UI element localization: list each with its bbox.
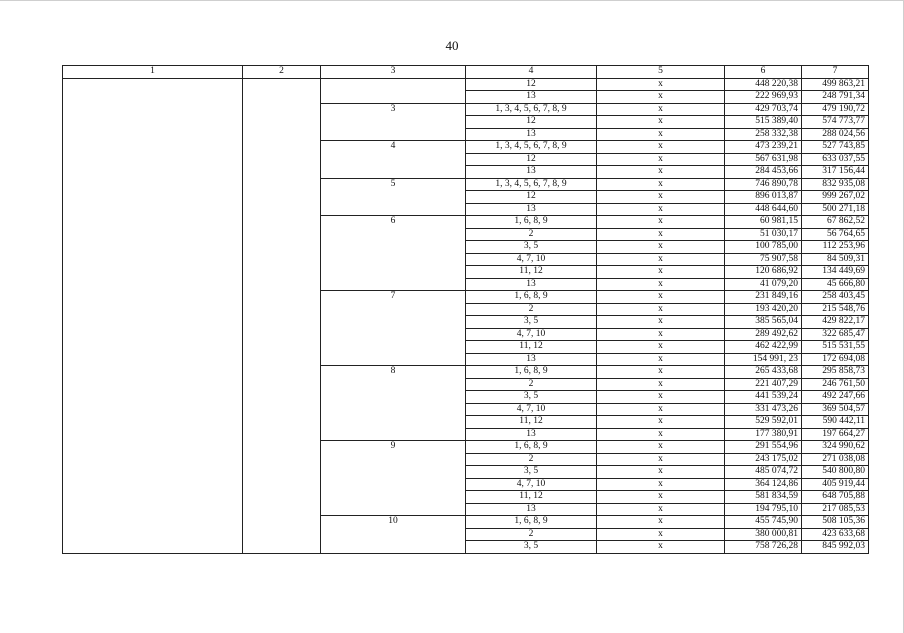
- value-7-cell: 295 858,73: [802, 366, 869, 379]
- code-cell: 4, 7, 10: [466, 478, 597, 491]
- value-7-cell: 322 685,47: [802, 328, 869, 341]
- marker-cell: x: [597, 441, 725, 454]
- value-6-cell: 380 000,81: [725, 528, 802, 541]
- marker-cell: x: [597, 78, 725, 91]
- code-cell: 13: [466, 503, 597, 516]
- header-col-3: 3: [321, 66, 466, 79]
- group-number-cell: 3: [321, 103, 466, 141]
- value-7-cell: 217 085,53: [802, 503, 869, 516]
- marker-cell: x: [597, 403, 725, 416]
- marker-cell: x: [597, 478, 725, 491]
- code-cell: 2: [466, 303, 597, 316]
- value-6-cell: 448 644,60: [725, 203, 802, 216]
- code-cell: 4, 7, 10: [466, 328, 597, 341]
- marker-cell: x: [597, 516, 725, 529]
- value-7-cell: 369 504,57: [802, 403, 869, 416]
- value-7-cell: 317 156,44: [802, 166, 869, 179]
- value-7-cell: 56 764,65: [802, 228, 869, 241]
- value-7-cell: 999 267,02: [802, 191, 869, 204]
- value-6-cell: 194 795,10: [725, 503, 802, 516]
- code-cell: 12: [466, 153, 597, 166]
- code-cell: 13: [466, 128, 597, 141]
- value-7-cell: 215 548,76: [802, 303, 869, 316]
- value-6-cell: 51 030,17: [725, 228, 802, 241]
- value-7-cell: 112 253,96: [802, 241, 869, 254]
- marker-cell: x: [597, 428, 725, 441]
- value-6-cell: 529 592,01: [725, 416, 802, 429]
- value-7-cell: 574 773,77: [802, 116, 869, 129]
- code-cell: 12: [466, 78, 597, 91]
- code-cell: 13: [466, 353, 597, 366]
- code-cell: 4, 7, 10: [466, 253, 597, 266]
- value-7-cell: 258 403,45: [802, 291, 869, 304]
- value-6-cell: 41 079,20: [725, 278, 802, 291]
- value-6-cell: 473 239,21: [725, 141, 802, 154]
- value-6-cell: 581 834,59: [725, 491, 802, 504]
- code-cell: 1, 6, 8, 9: [466, 366, 597, 379]
- marker-cell: x: [597, 166, 725, 179]
- value-7-cell: 271 038,08: [802, 453, 869, 466]
- value-6-cell: 231 849,16: [725, 291, 802, 304]
- header-col-6: 6: [725, 66, 802, 79]
- value-6-cell: 258 332,38: [725, 128, 802, 141]
- header-col-1: 1: [63, 66, 243, 79]
- code-cell: 1, 6, 8, 9: [466, 291, 597, 304]
- marker-cell: x: [597, 191, 725, 204]
- code-cell: 1, 3, 4, 5, 6, 7, 8, 9: [466, 178, 597, 191]
- value-7-cell: 172 694,08: [802, 353, 869, 366]
- code-cell: 1, 6, 8, 9: [466, 216, 597, 229]
- code-cell: 13: [466, 278, 597, 291]
- code-cell: 2: [466, 453, 597, 466]
- code-cell: 2: [466, 378, 597, 391]
- value-6-cell: 193 420,20: [725, 303, 802, 316]
- value-7-cell: 45 666,80: [802, 278, 869, 291]
- value-7-cell: 423 633,68: [802, 528, 869, 541]
- marker-cell: x: [597, 141, 725, 154]
- data-table: [62, 65, 869, 554]
- value-7-cell: 633 037,55: [802, 153, 869, 166]
- code-cell: 1, 6, 8, 9: [466, 516, 597, 529]
- value-7-cell: 499 863,21: [802, 78, 869, 91]
- value-6-cell: 331 473,26: [725, 403, 802, 416]
- marker-cell: x: [597, 178, 725, 191]
- code-cell: 13: [466, 203, 597, 216]
- group-number-cell: 9: [321, 441, 466, 516]
- value-7-cell: 479 190,72: [802, 103, 869, 116]
- value-6-cell: 485 074,72: [725, 466, 802, 479]
- value-6-cell: 385 565,04: [725, 316, 802, 329]
- header-col-7: 7: [802, 66, 869, 79]
- value-7-cell: 508 105,36: [802, 516, 869, 529]
- code-cell: 1, 3, 4, 5, 6, 7, 8, 9: [466, 103, 597, 116]
- header-col-5: 5: [597, 66, 725, 79]
- column-2-cell: [243, 78, 321, 553]
- value-6-cell: 567 631,98: [725, 153, 802, 166]
- code-cell: 13: [466, 166, 597, 179]
- value-6-cell: 896 013,87: [725, 191, 802, 204]
- group-number-cell: 6: [321, 216, 466, 291]
- marker-cell: x: [597, 241, 725, 254]
- value-6-cell: 746 890,78: [725, 178, 802, 191]
- marker-cell: x: [597, 153, 725, 166]
- value-7-cell: 845 992,03: [802, 541, 869, 554]
- table-row: [63, 78, 869, 91]
- value-7-cell: 67 862,52: [802, 216, 869, 229]
- marker-cell: x: [597, 116, 725, 129]
- value-6-cell: 265 433,68: [725, 366, 802, 379]
- marker-cell: x: [597, 128, 725, 141]
- value-6-cell: 462 422,99: [725, 341, 802, 354]
- table-body: [63, 78, 869, 553]
- value-6-cell: 100 785,00: [725, 241, 802, 254]
- header-col-2: 2: [243, 66, 321, 79]
- marker-cell: x: [597, 266, 725, 279]
- marker-cell: x: [597, 491, 725, 504]
- group-number-cell: 7: [321, 291, 466, 366]
- value-6-cell: 448 220,38: [725, 78, 802, 91]
- value-6-cell: 177 380,91: [725, 428, 802, 441]
- header-row: [63, 66, 869, 79]
- value-7-cell: 832 935,08: [802, 178, 869, 191]
- marker-cell: x: [597, 416, 725, 429]
- value-7-cell: 324 990,62: [802, 441, 869, 454]
- code-cell: 11, 12: [466, 341, 597, 354]
- value-7-cell: 500 271,18: [802, 203, 869, 216]
- code-cell: 12: [466, 191, 597, 204]
- value-6-cell: 455 745,90: [725, 516, 802, 529]
- value-7-cell: 515 531,55: [802, 341, 869, 354]
- value-7-cell: 84 509,31: [802, 253, 869, 266]
- value-6-cell: 515 389,40: [725, 116, 802, 129]
- code-cell: 3, 5: [466, 391, 597, 404]
- value-6-cell: 364 124,86: [725, 478, 802, 491]
- marker-cell: x: [597, 466, 725, 479]
- marker-cell: x: [597, 341, 725, 354]
- code-cell: 11, 12: [466, 416, 597, 429]
- code-cell: 2: [466, 228, 597, 241]
- group-number-cell: 8: [321, 366, 466, 441]
- marker-cell: x: [597, 378, 725, 391]
- marker-cell: x: [597, 328, 725, 341]
- value-6-cell: 429 703,74: [725, 103, 802, 116]
- marker-cell: x: [597, 391, 725, 404]
- value-7-cell: 492 247,66: [802, 391, 869, 404]
- value-7-cell: 197 664,27: [802, 428, 869, 441]
- code-cell: 13: [466, 91, 597, 104]
- value-6-cell: 758 726,28: [725, 541, 802, 554]
- marker-cell: x: [597, 541, 725, 554]
- value-6-cell: 75 907,58: [725, 253, 802, 266]
- code-cell: 12: [466, 116, 597, 129]
- value-6-cell: 221 407,29: [725, 378, 802, 391]
- value-7-cell: 527 743,85: [802, 141, 869, 154]
- header-col-4: 4: [466, 66, 597, 79]
- group-number-cell: 10: [321, 516, 466, 554]
- group-number-cell: [321, 78, 466, 103]
- value-7-cell: 429 822,17: [802, 316, 869, 329]
- marker-cell: x: [597, 528, 725, 541]
- code-cell: 3, 5: [466, 241, 597, 254]
- marker-cell: x: [597, 203, 725, 216]
- marker-cell: x: [597, 453, 725, 466]
- marker-cell: x: [597, 216, 725, 229]
- marker-cell: x: [597, 228, 725, 241]
- marker-cell: x: [597, 291, 725, 304]
- code-cell: 1, 3, 4, 5, 6, 7, 8, 9: [466, 141, 597, 154]
- group-number-cell: 5: [321, 178, 466, 216]
- marker-cell: x: [597, 316, 725, 329]
- code-cell: 11, 12: [466, 491, 597, 504]
- value-6-cell: 441 539,24: [725, 391, 802, 404]
- code-cell: 13: [466, 428, 597, 441]
- marker-cell: x: [597, 366, 725, 379]
- value-7-cell: 288 024,56: [802, 128, 869, 141]
- marker-cell: x: [597, 503, 725, 516]
- page-number: 40: [445, 38, 459, 53]
- code-cell: 3, 5: [466, 316, 597, 329]
- value-7-cell: 405 919,44: [802, 478, 869, 491]
- group-number-cell: 4: [321, 141, 466, 179]
- value-6-cell: 154 991, 23: [725, 353, 802, 366]
- scan-edge-top: [0, 0, 904, 1]
- code-cell: 2: [466, 528, 597, 541]
- marker-cell: x: [597, 303, 725, 316]
- code-cell: 11, 12: [466, 266, 597, 279]
- marker-cell: x: [597, 278, 725, 291]
- marker-cell: x: [597, 103, 725, 116]
- value-6-cell: 284 453,66: [725, 166, 802, 179]
- column-1-cell: [63, 78, 243, 553]
- value-6-cell: 289 492,62: [725, 328, 802, 341]
- value-7-cell: 648 705,88: [802, 491, 869, 504]
- value-7-cell: 248 791,34: [802, 91, 869, 104]
- value-7-cell: 246 761,50: [802, 378, 869, 391]
- code-cell: 3, 5: [466, 541, 597, 554]
- value-6-cell: 291 554,96: [725, 441, 802, 454]
- value-6-cell: 60 981,15: [725, 216, 802, 229]
- value-7-cell: 590 442,11: [802, 416, 869, 429]
- marker-cell: x: [597, 353, 725, 366]
- value-6-cell: 222 969,93: [725, 91, 802, 104]
- code-cell: 4, 7, 10: [466, 403, 597, 416]
- code-cell: 1, 6, 8, 9: [466, 441, 597, 454]
- value-6-cell: 120 686,92: [725, 266, 802, 279]
- value-7-cell: 540 800,80: [802, 466, 869, 479]
- code-cell: 3, 5: [466, 466, 597, 479]
- value-6-cell: 243 175,02: [725, 453, 802, 466]
- value-7-cell: 134 449,69: [802, 266, 869, 279]
- marker-cell: x: [597, 253, 725, 266]
- marker-cell: x: [597, 91, 725, 104]
